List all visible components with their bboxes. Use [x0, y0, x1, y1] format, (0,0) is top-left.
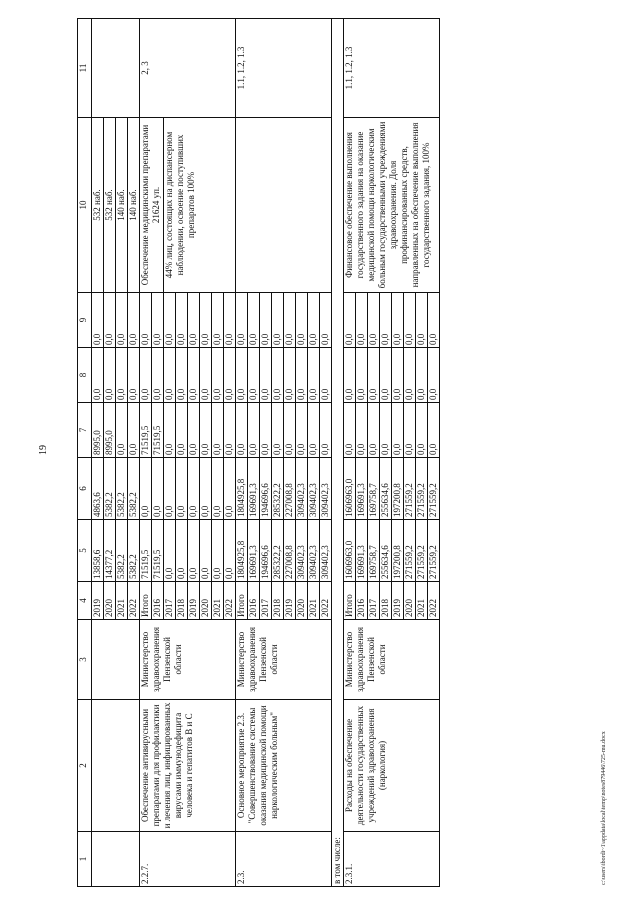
- table-row: 2017 169758,7 169758,7 0,0 0,0 0,0: [368, 19, 380, 887]
- table-row: 2.2.7. Обеспечение антивирусными препаратами для профилактики и лечения лиц, инфицированных вирусами иммунодефицита человека и гепатитов B и C Министерство здравоохранения Пензенской области Итого 71519,5 0,0 71519,5 0,0 0,0 Обеспечение медицинскими препаратами 21624 уп. 2, 3: [140, 19, 152, 887]
- table-row: 2016 169691,3 169691,3 0,0 0,0 0,0: [248, 19, 260, 887]
- col-header-10: 10: [78, 118, 92, 293]
- col-header-2: 2: [78, 700, 92, 832]
- expected-result: Финансовое обеспечение выполнения государственного задания на оказание медицинской помощи наркологическим больным государственными учреждениями здравоохранения. Доля профинансированных средств, направленных на обеспечение выполнения государственного задания, 100%: [344, 118, 440, 293]
- program-table-frame: [77, 19, 602, 887]
- header-row: [78, 19, 92, 887]
- table-row: 2021 5382,2 5382,2 0,0 0,0 0,0 140 наб.: [116, 19, 128, 887]
- col-header-6: 6: [78, 458, 92, 520]
- subsection-caption: в том числе:: [332, 19, 344, 887]
- table-row: 2019 0,0 0,0 0,0 0,0 0,0: [188, 19, 200, 887]
- table-row: 2.3. Основное мероприятие 2.3. "Совершенствование системы оказания медицинской помощи наркологическим больным" Министерство здравоохранения Пензенской области Итого 1804925,8 1804925,8 0,0 0,0 0,0 1.1, 1.2, 1.3: [236, 19, 248, 887]
- table-row: 2022 309402,3 309402,3 0,0 0,0 0,0: [320, 19, 332, 887]
- table-row: 2022 0,0 0,0 0,0 0,0 0,0: [224, 19, 236, 887]
- table-row: 2018 285322,2 285322,2 0,0 0,0 0,0: [272, 19, 284, 887]
- table-row: 2022 271559,2 271559,2 0,0 0,0 0,0: [428, 19, 440, 887]
- table-row: 2021 309402,3 309402,3 0,0 0,0 0,0: [308, 19, 320, 887]
- table-row: 2016 169691,3 169691,3 0,0 0,0 0,0: [356, 19, 368, 887]
- table-row: 2.3.1. Расходы на обеспечение деятельности государственных учреждений здравоохранения (наркология) Министерство здравоохранения Пензенской области Итого 1606963,0 1606963,0 0,0 0,0 0,0 Финансовое обеспечение выполнения государственного задания на оказание медицинской помощи наркологическим больным государственными учреждениями здравоохранения. Доля профинансированных средств, направленных на обеспечение выполнения государственного задания, 100% 1.1, 1.2, 1.3: [344, 19, 356, 887]
- section-number: 2.3.: [236, 832, 332, 887]
- col-header-4: 4: [78, 582, 92, 620]
- table-row: [332, 19, 344, 887]
- table-row: 2022 5382,2 5382,2 0,0 0,0 0,0 140 наб.: [128, 19, 140, 887]
- table-row: 2021 0,0 0,0 0,0 0,0 0,0: [212, 19, 224, 887]
- table-row: 2018 255634,6 255634,6 0,0 0,0 0,0: [380, 19, 392, 887]
- executor: Министерство здравоохранения Пензенской области: [236, 620, 332, 700]
- table-row: 2018 0,0 0,0 0,0 0,0 0,0: [176, 19, 188, 887]
- measure-name: Основное мероприятие 2.3. "Совершенствование системы оказания медицинской помощи наркологическим больным": [236, 700, 332, 832]
- expected-result-2: 44% лиц, состоящих на диспансерном наблюдении, освоение поступивших препаратов 100%: [164, 118, 236, 293]
- program-activities-table: [77, 18, 440, 887]
- table-row: 2020 271559,2 271559,2 0,0 0,0 0,0: [404, 19, 416, 887]
- col-header-8: 8: [78, 348, 92, 403]
- executor: Министерство здравоохранения Пензенской области: [344, 620, 440, 700]
- table-row: 2021 271559,2 271559,2 0,0 0,0 0,0: [416, 19, 428, 887]
- col-header-11: 11: [78, 19, 92, 118]
- table-row: 2019 13858,6 4863,6 8995,0 0,0 0,0 532 наб.: [92, 19, 104, 887]
- col-header-5: 5: [78, 520, 92, 582]
- measure-name: Расходы на обеспечение деятельности государственных учреждений здравоохранения (наркология): [344, 700, 440, 832]
- indicator-ref: 1.1, 1.2, 1.3: [344, 19, 440, 118]
- indicator-ref: 2, 3: [140, 19, 236, 118]
- col-header-3: 3: [78, 620, 92, 700]
- indicator-ref: 1.1, 1.2, 1.3: [236, 19, 332, 118]
- page-number: 19: [38, 445, 49, 455]
- footer-file-path: c:\users\ibordi~1\appdata\local\temp\notes879446\725-mu.docx: [601, 731, 607, 885]
- table-row: 2020 309402,3 309402,3 0,0 0,0 0,0: [296, 19, 308, 887]
- table-row: 2019 197200,8 197200,8 0,0 0,0 0,0: [392, 19, 404, 887]
- table-row: 2020 14377,2 5382,2 8995,0 0,0 0,0 532 наб.: [104, 19, 116, 887]
- table-row: 2020 0,0 0,0 0,0 0,0 0,0: [200, 19, 212, 887]
- measure-name: Обеспечение антивирусными препаратами для профилактики и лечения лиц, инфицированных вирусами иммунодефицита человека и гепатитов B и C: [140, 700, 236, 832]
- expected-result: [236, 118, 332, 293]
- executor: Министерство здравоохранения Пензенской области: [140, 620, 236, 700]
- table-row: 2017 0,0 0,0 0,0 0,0 0,0 44% лиц, состоящих на диспансерном наблюдении, освоение поступивших препаратов 100%: [164, 19, 176, 887]
- section-number: 2.2.7.: [140, 832, 236, 887]
- table-row: 2016 71519,5 0,0 71519,5 0,0 0,0: [152, 19, 164, 887]
- section-number: 2.3.1.: [344, 832, 440, 887]
- expected-result: Обеспечение медицинскими препаратами 21624 уп.: [140, 118, 164, 293]
- table-row: 2017 194696,6 194696,6 0,0 0,0 0,0: [260, 19, 272, 887]
- col-header-1: 1: [78, 832, 92, 887]
- table-row: 2019 227008,8 227008,8 0,0 0,0 0,0: [284, 19, 296, 887]
- col-header-7: 7: [78, 403, 92, 458]
- col-header-9: 9: [78, 293, 92, 348]
